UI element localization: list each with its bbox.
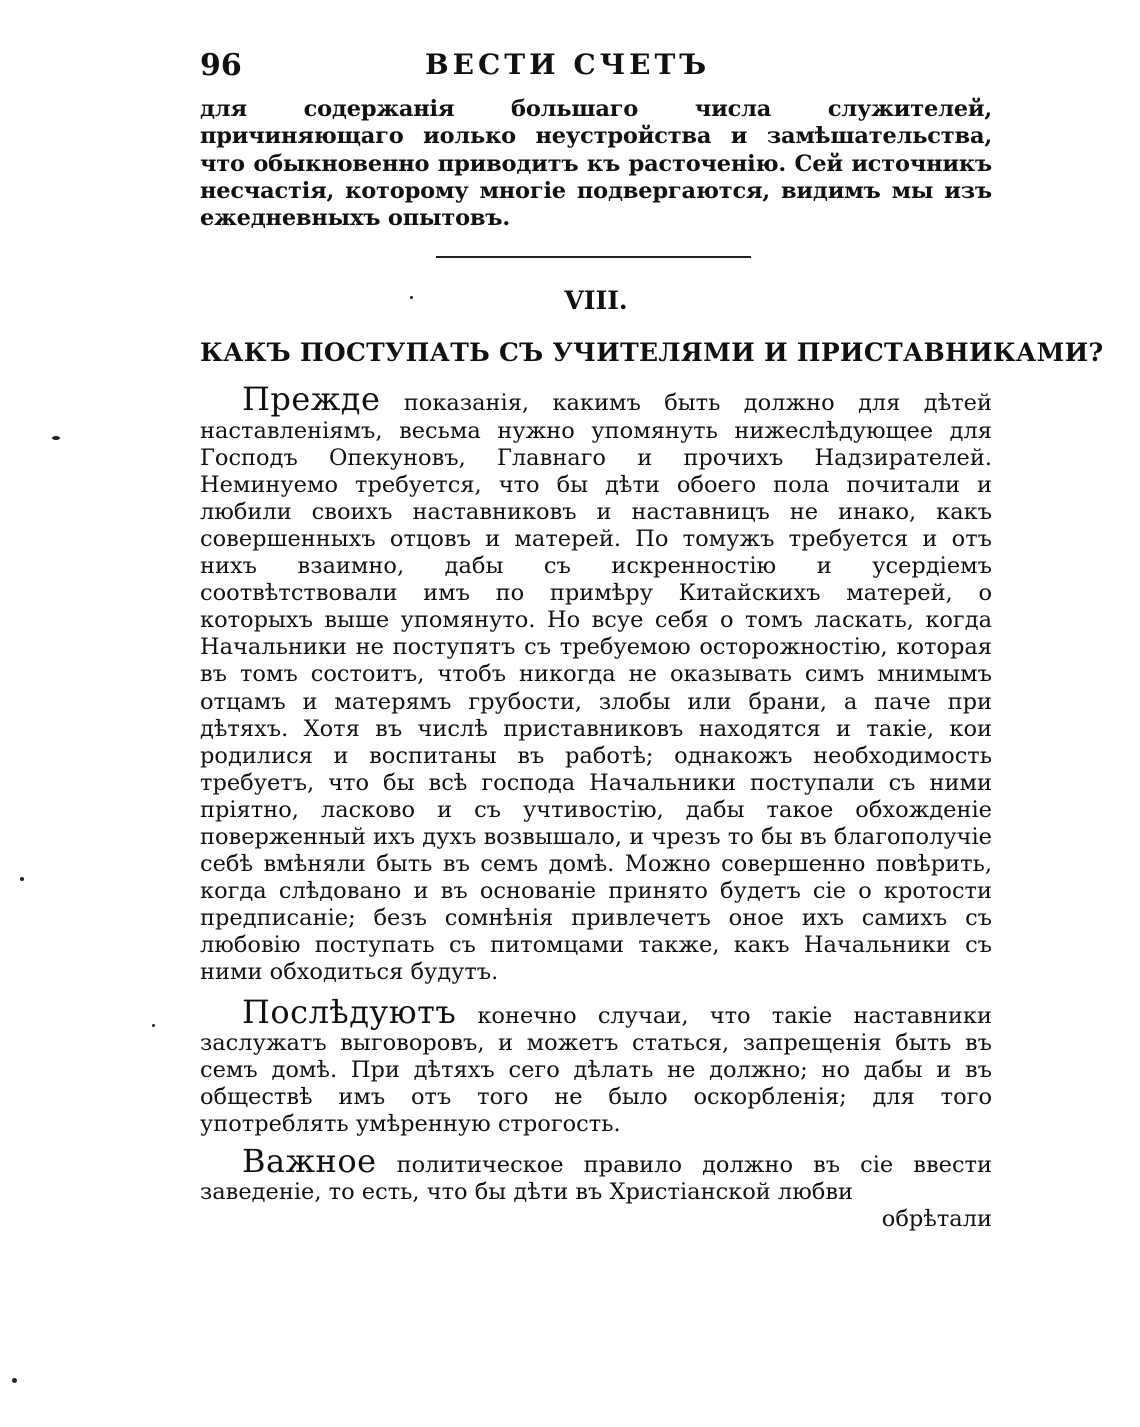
paragraph-2 xyxy=(200,992,992,1138)
paragraph-1-text: показанія, какимъ быть должно для дѣтей наставленіямъ, весьма нужно упомянуть нижеслѣдующее для Господъ Опекуновъ, Главнаго и прочихъ Надзирателей. Неминуемо требуется, что бы дѣти обоего пола почитали и любили своихъ наставниковъ и наставницъ не инако, какъ совершенныхъ отцовъ и матерей. По томужъ требуется и отъ нихъ взаимно, дабы съ искренностію и усердіемъ соотвѣтствовали имъ по примѣру Китайскихъ матерей, о которыхъ выше упомянуто. Но всуе себя о томъ ласкать, когда Начальники не поступятъ съ требуемою осторожностію, которая въ томъ состоитъ, чтобъ никогда не оказывать симъ мнимымъ отцамъ и матерямъ грубости, злобы или брани, а паче при дѣтяхъ. Хотя въ числѣ приставниковъ находятся и такіе, кои родилися и воспитаны въ работѣ; однакожъ необходимость требуетъ, что бы всѣ господа Начальники поступали съ ними пріятно, ласково и съ учтивостію, дабы такое обхожденіе поверженный ихъ духъ возвышало, и чрезъ то бы въ благополучіе себѣ вмѣняли быть въ семъ домѣ. Можно совершенно повѣрить, когда слѣдовано и въ основаніе принято будетъ сіе о кротости предписаніе; безъ сомнѣнія привлечетъ оное ихъ самихъ съ любовію поступать съ питомцами также, какъ Начальники съ ними обходиться будутъ. xyxy=(200,390,992,986)
paragraph-1 xyxy=(200,380,992,986)
scan-speck xyxy=(20,877,24,881)
paragraph-3-lead-word: Важное xyxy=(242,1142,377,1181)
running-title: ВЕСТИ СЧЕТЪ xyxy=(425,48,711,81)
scan-speck xyxy=(52,436,60,440)
catchword: обрѣтали xyxy=(881,1206,992,1233)
paragraph-1-lead-word: Прежде xyxy=(242,380,381,419)
scan-speck xyxy=(152,1024,155,1027)
section-divider xyxy=(436,256,751,258)
book-page xyxy=(200,44,1104,1233)
scan-speck xyxy=(410,296,413,299)
section-number: VIII. xyxy=(564,286,628,316)
paragraph-3 xyxy=(200,1142,992,1206)
page-number: 96 xyxy=(200,48,242,83)
running-head xyxy=(200,44,992,96)
paragraph-3-text: политическое правило должно въ сіе ввести заведеніе, то есть, что бы дѣти въ Христіанской любви xyxy=(200,1152,992,1206)
scan-speck xyxy=(12,1378,17,1383)
section-title: КАКЪ ПОСТУПАТЬ СЪ УЧИТЕЛЯМИ И ПРИСТАВНИКАМИ? xyxy=(200,338,1104,368)
paragraph-2-text: конечно случаи, что такіе наставники заслужатъ выговоровъ, и можетъ статься, запрещенія быть въ семъ домѣ. При дѣтяхъ сего дѣлать не должно; но дабы и въ обществѣ имъ отъ того не было оскорбленія; для того употреблять умѣренную строгость. xyxy=(200,1002,992,1137)
paragraph-2-lead-word: Послѣдуютъ xyxy=(242,992,457,1031)
continuation-paragraph: для содержанія большаго числа служителей, причиняющаго иолько неустройства и замѣшательства, что обыкновенно приводитъ къ расточенію. Сей источникъ несчастія, которому многіе подвергаются, видимъ мы изъ ежедневныхъ опытовъ. xyxy=(200,96,992,232)
